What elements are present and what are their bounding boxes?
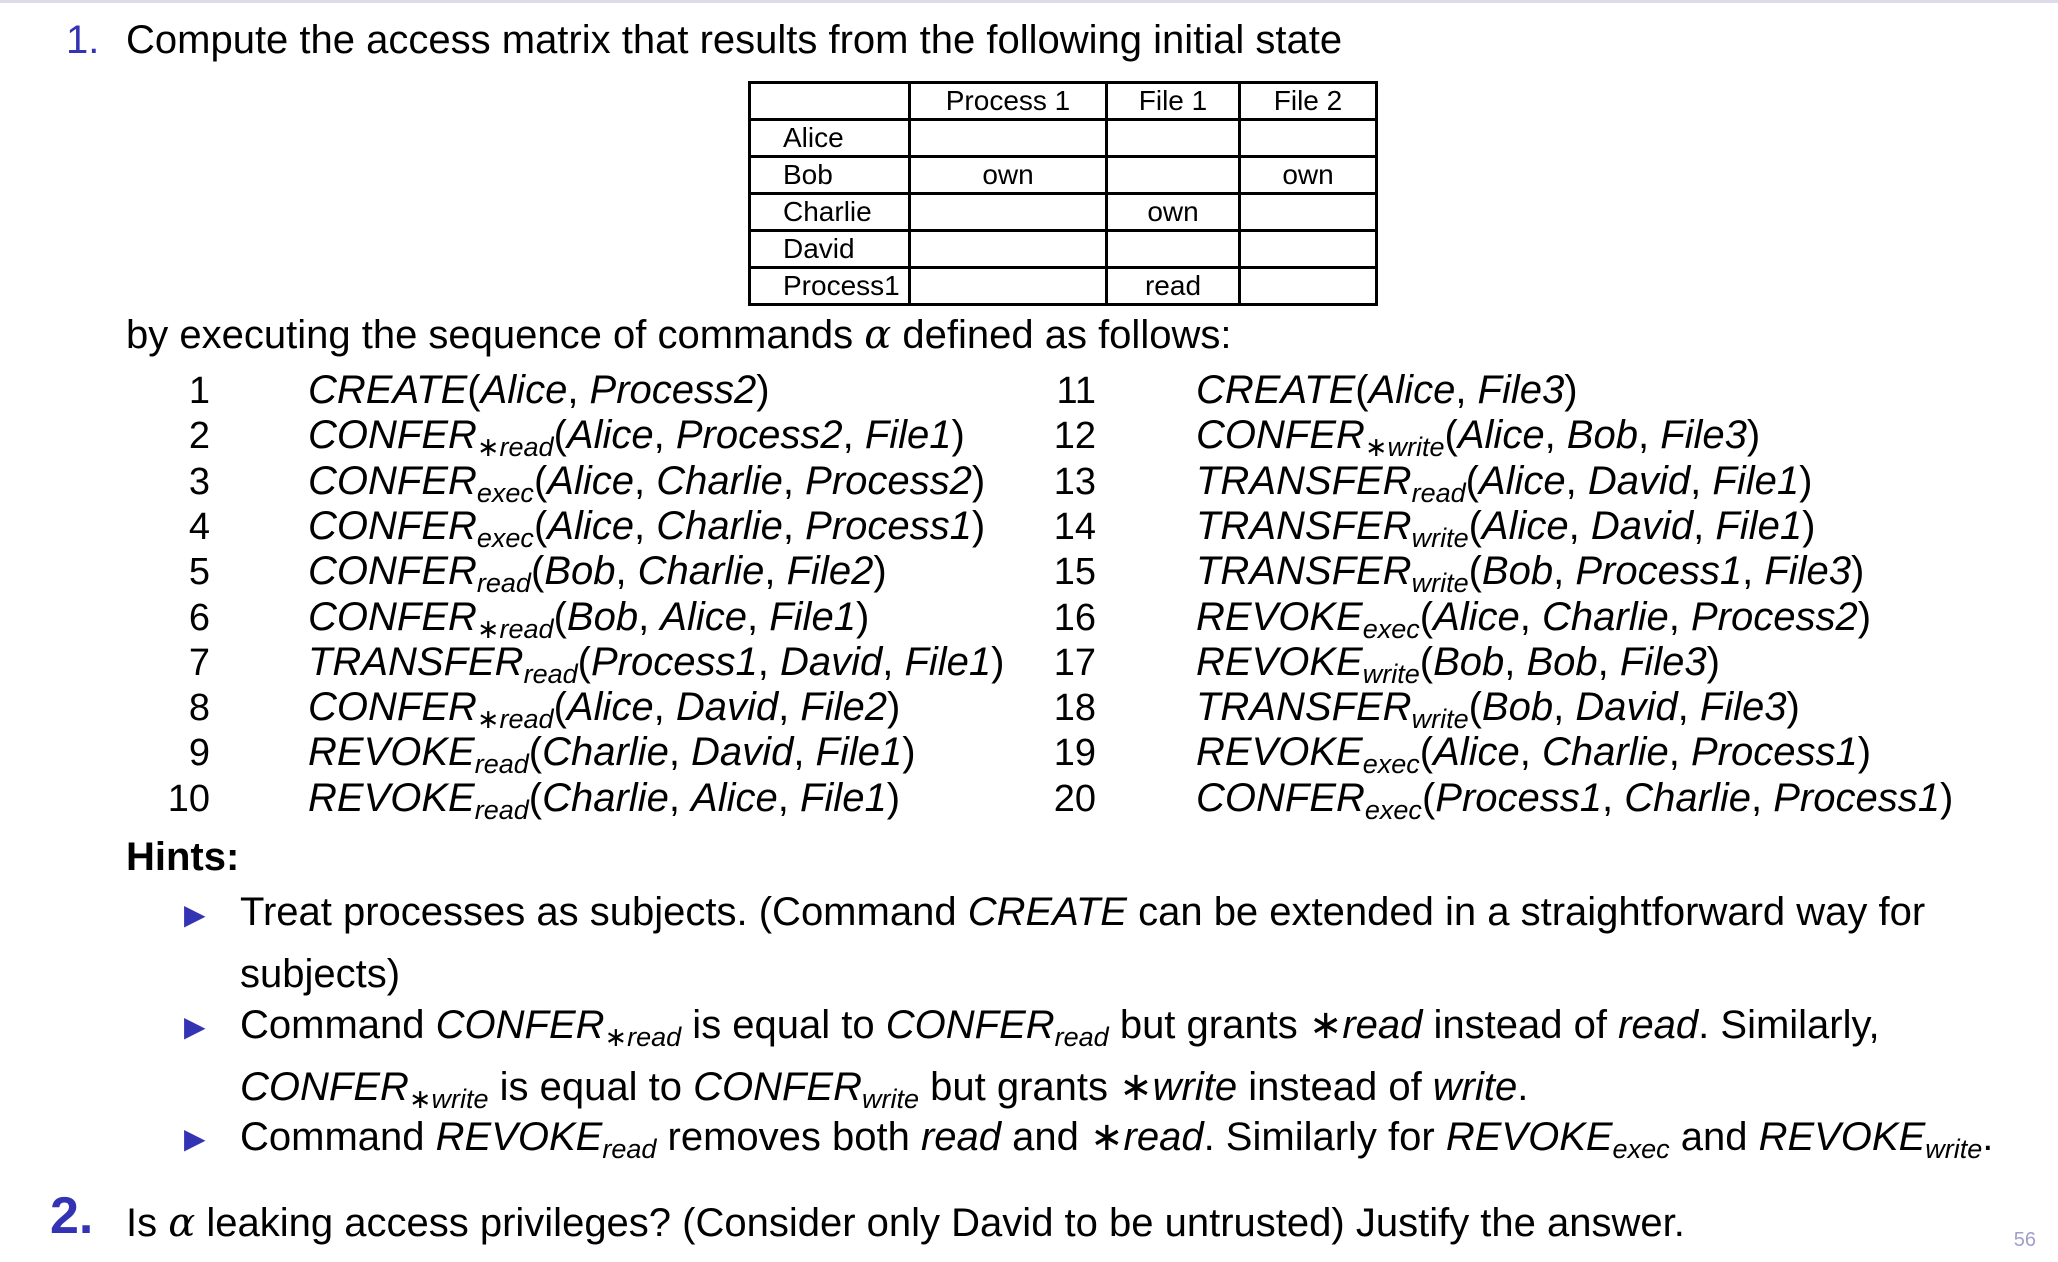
matrix-row	[750, 194, 1377, 231]
command-name: CONFER	[1196, 413, 1365, 458]
command-argument: File1	[1715, 503, 1803, 548]
hint-text: exec	[1612, 1134, 1670, 1164]
matrix-cell	[1240, 268, 1377, 305]
command-argument: Charlie	[1542, 594, 1669, 639]
command-argument: David	[1575, 685, 1678, 730]
command-number: 20	[1053, 777, 1096, 820]
hint-text: ∗read	[1308, 1003, 1423, 1047]
command-argument: David	[1587, 458, 1691, 503]
bullet-triangle-icon: ▶	[184, 1123, 206, 1154]
q2-text-part: Is	[126, 1201, 169, 1245]
command-number: 17	[1053, 641, 1096, 684]
command-argument: Process1	[805, 503, 972, 548]
hint-text: read	[920, 1115, 1002, 1159]
command-argument: File3	[1699, 685, 1787, 730]
hint-1-line-1	[240, 890, 1925, 935]
command-subscript: write	[1411, 704, 1469, 735]
hint-text: is equal to	[681, 1003, 886, 1047]
command-argument: Process1	[590, 639, 758, 684]
matrix-cell: own	[1240, 157, 1377, 194]
matrix-row	[750, 268, 1377, 305]
command-argument: Process1	[1690, 730, 1858, 775]
command-subscript: read	[476, 568, 531, 599]
command-argument: Alice	[547, 503, 634, 548]
alpha-symbol: α	[168, 1200, 196, 1246]
matrix-row	[750, 120, 1377, 157]
command-subscript: read	[523, 658, 578, 689]
matrix-row	[750, 231, 1377, 268]
command-line: $CONFER_{exec}(Alice$, Charlie, Process1)	[308, 503, 986, 553]
matrix-row-header: David	[750, 231, 910, 268]
command-argument: File1	[815, 730, 903, 775]
command-number: 19	[1053, 732, 1096, 775]
command-name: CONFER	[1196, 775, 1365, 820]
command-name: REVOKE	[308, 730, 475, 775]
matrix-row-header: Charlie	[750, 194, 910, 231]
command-number: 7	[188, 641, 210, 684]
command-number: 3	[188, 460, 210, 503]
command-subscript: ∗read	[476, 432, 554, 463]
command-name: CREATE	[1196, 368, 1356, 412]
command-line: $TRANSFER_{write}(Bob$, Process1, File3)	[1196, 549, 1865, 599]
command-name: CONFER	[308, 413, 477, 458]
hint-text: read	[602, 1134, 657, 1164]
hint-text: can be extended in a straightforward way for	[1126, 890, 1926, 934]
command-argument: Bob	[1481, 549, 1554, 594]
hint-text: write	[1432, 1065, 1518, 1109]
hint-text: . Similarly for	[1203, 1115, 1446, 1159]
command-argument: Alice	[1433, 594, 1520, 639]
command-argument: Alice	[691, 775, 778, 820]
matrix-cell	[910, 120, 1107, 157]
hint-text: instead of	[1237, 1065, 1433, 1109]
command-subscript: write	[1411, 568, 1469, 599]
hint-text: and	[1669, 1115, 1759, 1159]
command-argument: File3	[1619, 639, 1707, 684]
command-line: $TRANSFER_{read}(Process1$, David, File1)	[308, 639, 1005, 689]
hint-text: read	[1618, 1003, 1699, 1047]
command-argument: Charlie	[1542, 730, 1669, 775]
command-number: 10	[167, 777, 210, 820]
command-subscript: read	[474, 794, 529, 825]
command-argument: Alice	[566, 685, 654, 730]
matrix-row	[750, 157, 1377, 194]
command-argument: Bob	[1566, 413, 1638, 458]
hint-text: and	[1001, 1115, 1090, 1159]
matrix-cell	[1107, 157, 1240, 194]
q2-text-part: leaking access privileges? (Consider only David to be untrusted) Justify the answer.	[195, 1201, 1685, 1245]
command-argument: Charlie	[656, 503, 783, 548]
command-argument: File3	[1764, 549, 1852, 594]
command-number: 9	[188, 732, 210, 775]
command-argument: File2	[786, 549, 874, 594]
command-name: CONFER	[308, 458, 477, 503]
hint-text: CONFER	[435, 1003, 605, 1047]
matrix-cell	[1240, 194, 1377, 231]
command-name: TRANSFER	[308, 639, 524, 684]
command-name: TRANSFER	[1196, 458, 1412, 503]
command-number: 6	[188, 596, 210, 639]
hints-title: Hints:	[126, 835, 240, 879]
command-subscript: ∗read	[476, 704, 554, 735]
command-name: TRANSFER	[1196, 685, 1412, 730]
matrix-corner	[750, 83, 910, 120]
intro-before: by executing the sequence of commands	[126, 313, 865, 357]
command-line: CREATE(Alice, File3)	[1196, 368, 1578, 412]
command-argument: Process2	[589, 368, 757, 412]
command-subscript: ∗read	[476, 613, 554, 644]
hint-text: read	[1054, 1022, 1109, 1052]
matrix-cell	[1107, 120, 1240, 157]
command-argument: Alice	[1481, 503, 1569, 548]
command-name: CONFER	[308, 594, 477, 639]
question-1-number: 1.	[66, 18, 100, 62]
hint-text: CONFER	[240, 1065, 409, 1109]
command-argument: File1	[904, 639, 992, 684]
command-name: REVOKE	[1196, 639, 1363, 684]
command-line: $CONFER_{exec}(Alice$, Charlie, Process2)	[308, 458, 986, 508]
command-line: $TRANSFER_{write}(Bob$, David, File3)	[1196, 685, 1800, 735]
hint-text: write	[1925, 1134, 1983, 1164]
command-argument: Charlie	[637, 549, 765, 594]
hint-text: ∗read	[1090, 1115, 1204, 1159]
command-argument: Alice	[660, 594, 747, 639]
command-argument: Bob	[1526, 639, 1598, 684]
hint-text: write	[862, 1084, 920, 1114]
command-name: TRANSFER	[1196, 549, 1412, 594]
command-name: CONFER	[308, 685, 477, 730]
command-argument: File2	[800, 685, 888, 730]
hint-2-line-2	[240, 1064, 1529, 1114]
command-argument: File3	[1660, 413, 1747, 458]
command-number: 12	[1053, 415, 1096, 458]
matrix-cell	[910, 194, 1107, 231]
intro-after: defined as follows:	[891, 313, 1232, 357]
command-line: $REVOKE_{read}(Charlie$, David, File1)	[308, 730, 916, 780]
hint-text: REVOKE	[1758, 1115, 1926, 1159]
hint-text: is equal to	[488, 1065, 694, 1109]
command-line: $CONFER_{∗read}(Alice$, David, File2)	[308, 685, 901, 735]
top-rule	[0, 0, 2058, 3]
command-line: $CONFER_{∗write}(Alice$, Bob, File3)	[1196, 413, 1761, 463]
command-argument: File3	[1477, 368, 1565, 412]
command-argument: Process2	[805, 458, 972, 503]
command-argument: Charlie	[656, 458, 783, 503]
hint-text: CONFER	[693, 1065, 862, 1109]
command-argument: Alice	[1478, 458, 1566, 503]
command-number: 15	[1053, 551, 1096, 594]
bullet-triangle-icon: ▶	[184, 899, 206, 930]
command-line: $TRANSFER_{write}(Alice$, David, File1)	[1196, 503, 1816, 553]
command-argument: David	[675, 685, 779, 730]
command-argument: David	[691, 730, 794, 775]
command-subscript: write	[1362, 658, 1420, 689]
command-sequence-intro	[126, 312, 1231, 358]
command-subscript: exec	[476, 522, 534, 553]
command-number: 4	[188, 505, 210, 548]
command-argument: David	[1590, 503, 1694, 548]
command-number: 11	[1056, 370, 1096, 412]
command-line: $CONFER_{∗read}(Alice$, Process2, File1)	[308, 413, 965, 463]
command-argument: Charlie	[1624, 775, 1751, 820]
command-argument: Alice	[547, 458, 634, 503]
hint-text: .	[1982, 1115, 1994, 1159]
command-argument: Charlie	[542, 730, 669, 775]
matrix-col-header: File 2	[1240, 83, 1377, 120]
hint-text: but grants	[1108, 1003, 1309, 1047]
command-argument: Bob	[1481, 685, 1554, 730]
command-argument: Charlie	[542, 775, 669, 820]
command-line: $CONFER_{∗read}(Bob$, Alice, File1)	[308, 594, 870, 644]
matrix-cell: own	[910, 157, 1107, 194]
matrix-cell: read	[1107, 268, 1240, 305]
matrix-row-header: Alice	[750, 120, 910, 157]
command-line: CREATE(Alice, Process2)	[308, 368, 770, 412]
hint-text: CONFER	[885, 1003, 1055, 1047]
matrix-cell	[1240, 231, 1377, 268]
command-name: CONFER	[308, 549, 477, 594]
command-number: 5	[188, 551, 210, 594]
command-number: 14	[1053, 505, 1096, 548]
hint-text: . Similarly,	[1698, 1003, 1880, 1047]
command-argument: David	[779, 639, 883, 684]
hint-text: ∗read	[604, 1022, 682, 1052]
command-argument: Alice	[566, 413, 654, 458]
command-argument: Process2	[1690, 594, 1858, 639]
command-argument: Alice	[1457, 413, 1545, 458]
command-name: REVOKE	[1196, 730, 1363, 775]
matrix-row-header: Bob	[750, 157, 910, 194]
command-argument: File1	[864, 413, 952, 458]
command-argument: Alice	[480, 368, 568, 412]
page-number: 56	[2013, 1229, 2036, 1251]
command-subscript: write	[1411, 522, 1469, 553]
hint-text: removes both	[656, 1115, 921, 1159]
matrix-cell: own	[1107, 194, 1240, 231]
command-name: TRANSFER	[1196, 503, 1412, 548]
hint-text: Command	[240, 1003, 436, 1047]
hint-1-line-2: subjects)	[240, 952, 401, 996]
hint-text: but grants	[919, 1065, 1120, 1109]
hint-2-line-1	[240, 1002, 1880, 1052]
command-name: REVOKE	[1196, 594, 1363, 639]
command-argument: File1	[799, 775, 887, 820]
matrix-cell	[1240, 120, 1377, 157]
question-2-text	[126, 1200, 1685, 1246]
command-line: $CONFER_{read}(Bob$, Charlie, File2)	[308, 549, 887, 599]
command-subscript: exec	[1364, 794, 1422, 825]
hint-text: REVOKE	[435, 1115, 603, 1159]
command-line: $CONFER_{exec}(Process1$, Charlie, Process1)	[1196, 775, 1954, 825]
question-2-number: 2.	[50, 1187, 94, 1245]
access-matrix	[748, 81, 1378, 306]
hint-text: ∗write	[1119, 1065, 1238, 1109]
hint-text: .	[1517, 1065, 1529, 1109]
hint-text: REVOKE	[1445, 1115, 1613, 1159]
matrix-header-row	[750, 83, 1377, 120]
hint-3-line-1	[240, 1114, 1994, 1164]
command-number: 13	[1053, 460, 1096, 503]
hint-text: CREATE	[967, 890, 1127, 934]
command-number: 18	[1053, 687, 1096, 730]
hint-text: Treat processes as subjects. (Command	[240, 890, 968, 934]
command-subscript: ∗write	[1364, 432, 1445, 463]
command-subscript: read	[474, 749, 529, 780]
command-number: 16	[1053, 596, 1096, 639]
command-line: $REVOKE_{write}(Bob$, Bob, File3)	[1196, 639, 1720, 689]
alpha-symbol: α	[864, 312, 892, 358]
command-name: REVOKE	[308, 775, 475, 820]
command-line: $REVOKE_{exec}(Alice$, Charlie, Process1)	[1196, 730, 1872, 780]
command-number: 2	[188, 415, 210, 458]
command-argument: Process1	[1773, 775, 1940, 820]
command-argument: Process1	[1575, 549, 1743, 594]
command-subscript: exec	[1362, 613, 1420, 644]
matrix-col-header: Process 1	[910, 83, 1107, 120]
matrix-cell	[1107, 231, 1240, 268]
bullet-triangle-icon: ▶	[184, 1011, 206, 1042]
command-argument: Process1	[1435, 775, 1603, 820]
command-argument: File1	[1712, 458, 1800, 503]
command-argument: Bob	[1433, 639, 1505, 684]
command-subscript: exec	[1362, 749, 1420, 780]
command-name: CREATE	[308, 368, 468, 412]
matrix-row-header: Process1	[750, 268, 910, 305]
hint-text: Command	[240, 1115, 436, 1159]
command-number: 8	[188, 687, 210, 730]
question-1-text: Compute the access matrix that results from the following initial state	[126, 18, 1343, 62]
command-argument: Alice	[1368, 368, 1456, 412]
command-argument: Process2	[675, 413, 843, 458]
command-argument: Bob	[544, 549, 616, 594]
command-argument: File1	[769, 594, 856, 639]
command-argument: Bob	[566, 594, 639, 639]
command-name: CONFER	[308, 503, 477, 548]
matrix-col-header: File 1	[1107, 83, 1240, 120]
command-argument: Alice	[1433, 730, 1520, 775]
command-subscript: exec	[476, 477, 534, 508]
matrix-cell	[910, 268, 1107, 305]
hint-text: instead of	[1422, 1003, 1619, 1047]
matrix-cell	[910, 231, 1107, 268]
command-number: 1	[188, 370, 210, 412]
command-line: $REVOKE_{read}(Charlie$, Alice, File1)	[308, 775, 901, 825]
command-line: $TRANSFER_{read}(Alice$, David, File1)	[1196, 458, 1813, 508]
command-subscript: read	[1411, 477, 1466, 508]
command-line: $REVOKE_{exec}(Alice$, Charlie, Process2)	[1196, 594, 1872, 644]
hint-text: ∗write	[408, 1084, 489, 1114]
